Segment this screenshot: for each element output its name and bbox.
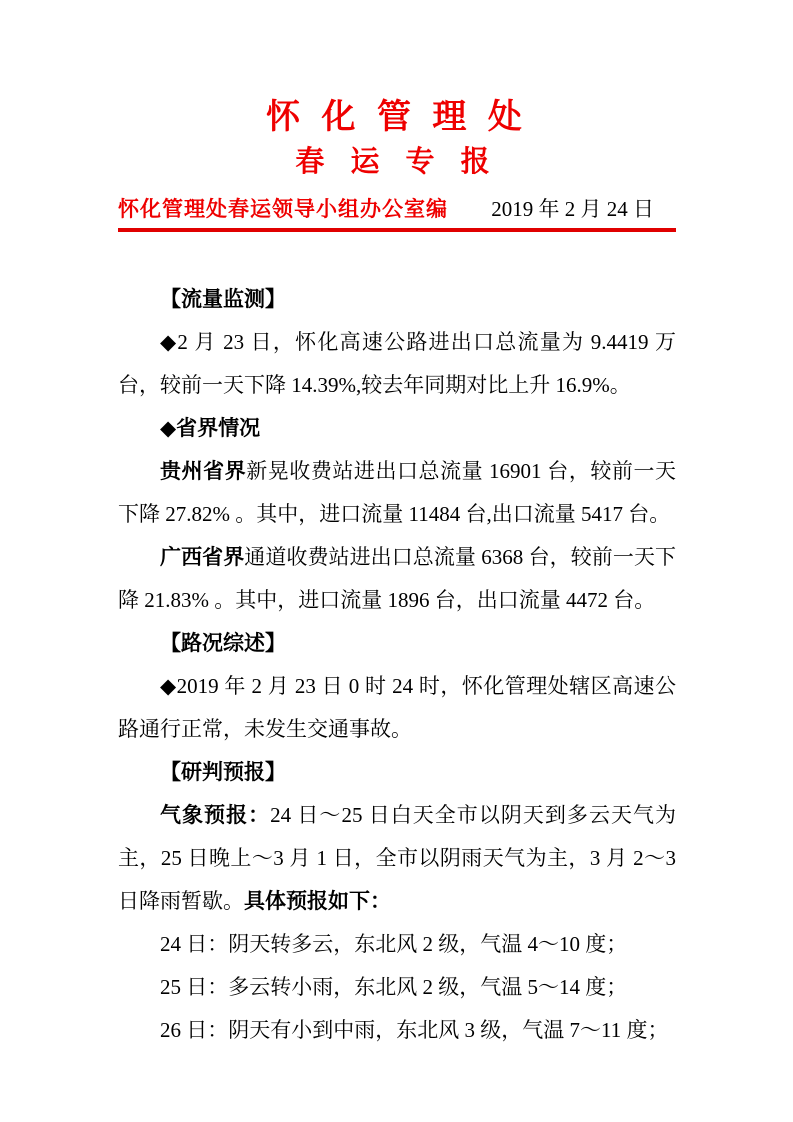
weather-forecast-detail-label: 具体预报如下： (244, 889, 391, 913)
paragraph-guizhou-border (118, 450, 676, 536)
guizhou-border-text: 新晃收费站进出口总流量 16901 台，较前一天下降 27.82% 。其中，进口流量 11484 台,出口流量 5417 台。 (118, 459, 677, 526)
forecast-line-day26: 26 日：阴天有小到中雨，东北风 3 级，气温 7～11 度； (160, 1018, 669, 1042)
document-title-line2: 春 运 专 报 (295, 146, 499, 178)
section-heading-traffic-monitoring: 【流量监测】 (160, 287, 286, 311)
guizhou-border-label: 贵州省界 (160, 459, 247, 483)
document-title-line1: 怀 化 管 理 处 (266, 98, 528, 136)
document-body (118, 278, 676, 1052)
masthead-divider-rule (118, 228, 676, 232)
weather-forecast-text: 24 日～25 日白天全市以阴天到多云天气为主，25 日晚上～3 月 1 日，全市以阴雨天气为主，3 月 2～3 日降雨暂歇。 (118, 803, 677, 913)
section-heading-road-conditions: 【路况综述】 (160, 631, 286, 655)
sub-heading-provincial-border: ◆省界情况 (160, 416, 261, 440)
weather-forecast-label: 气象预报： (160, 803, 271, 827)
paragraph-road-conditions-text: ◆2019 年 2 月 23 日 0 时 24 时，怀化管理处辖区高速公路通行正常，未发生交通事故。 (118, 674, 676, 741)
paragraph-weather-forecast (118, 794, 676, 923)
section-heading-forecast: 【研判预报】 (160, 760, 286, 784)
paragraph-guangxi-border (118, 536, 676, 622)
paragraph-road-conditions (118, 665, 676, 751)
masthead-editor-label: 怀化管理处春运领导小组办公室编 (118, 197, 448, 221)
forecast-line-day25: 25 日：多云转小雨，东北风 2 级，气温 5～14 度； (160, 975, 628, 999)
forecast-line-day24: 24 日：阴天转多云，东北风 2 级，气温 4～10 度； (160, 932, 628, 956)
paragraph-total-flow (118, 321, 676, 407)
guangxi-border-text: 通道收费站进出口总流量 6368 台，较前一天下降 21.83% 。其中，进口流量 1896 台，出口流量 4472 台。 (118, 545, 677, 612)
masthead-date: 2019 年 2 月 24 日 (491, 197, 654, 221)
masthead-row (118, 196, 676, 222)
document-content (118, 96, 676, 1052)
guangxi-border-label: 广西省界 (160, 545, 245, 569)
paragraph-total-flow-text: ◆2 月 23 日，怀化高速公路进出口总流量为 9.4419 万台，较前一天下降 14.39%,较去年同期对比上升 16.9%。 (118, 330, 676, 397)
